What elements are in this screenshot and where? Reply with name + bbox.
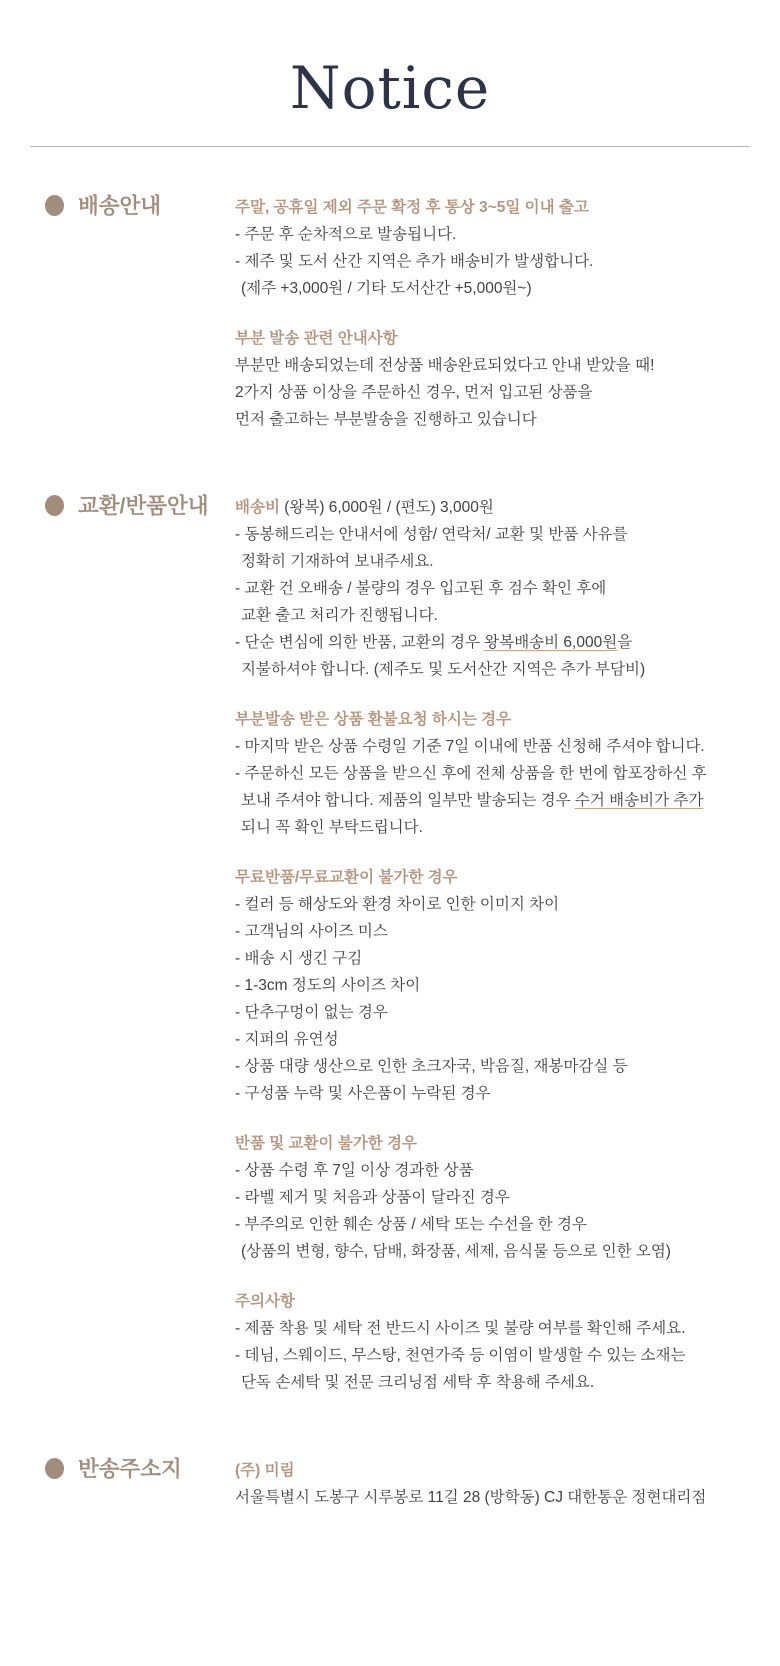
section-label [0,193,235,433]
text-line: 되니 꼭 확인 부탁드립니다. [241,819,423,836]
section-label-text: 교환/반품안내 [77,494,209,518]
text-line: - 동봉해드리는 안내서에 성함/ 연락처/ 교환 및 반품 사유를 [235,526,628,543]
text-line: (상품의 변형, 향수, 담배, 화장품, 세제, 음식물 등으로 인한 오염) [241,1243,671,1260]
text-line: 먼저 출고하는 부분발송을 진행하고 있습니다 [235,411,537,428]
text-line: - 구성품 누락 및 사은품이 누락된 경우 [235,1085,491,1102]
section-label [0,493,235,1396]
bullet-icon [45,195,64,216]
text-line: - 부주의로 인한 훼손 상품 / 세탁 또는 수선을 한 경우 [235,1216,587,1233]
text-line: - 배송 시 생긴 구김 [235,950,363,967]
section-label-text: 배송안내 [77,194,162,218]
spacer [235,1107,780,1130]
subheading: (주) 미림 [235,1462,295,1479]
subheading: 반품 및 교환이 불가한 경우 [235,1135,417,1152]
text-line: - 라벨 제거 및 처음과 상품이 달라진 경우 [235,1189,510,1206]
text-line: - 주문하신 모든 상품을 받으신 후에 전체 상품을 한 번에 합포장하신 후 [235,765,707,782]
text-line: - 단추구멍이 없는 경우 [235,1004,388,1021]
subheading: 부분발송 받은 상품 환불요청 하시는 경우 [235,711,512,728]
page-title: Notice [289,54,491,122]
spacer [235,302,780,325]
notice-section [0,193,780,433]
bullet-icon [45,1458,64,1479]
text-line: 보내 주셔야 합니다. 제품의 일부만 발송되는 경우 수거 배송비가 추가 [241,792,704,809]
text-line: (제주 +3,000원 / 기타 도서산간 +5,000원~) [241,280,532,297]
text-line: 부분만 배송되었는데 전상품 배송완료되었다고 안내 받았을 때! [235,357,655,374]
text-line: - 상품 수령 후 7일 이상 경과한 상품 [235,1162,474,1179]
spacer [235,1265,780,1288]
subheading: 무료반품/무료교환이 불가한 경우 [235,869,458,886]
section-label [0,1456,235,1511]
text-line: 교환 출고 처리가 진행됩니다. [241,607,438,624]
section-content [235,193,780,433]
section-content [235,1456,780,1511]
text-line: 지불하셔야 합니다. (제주도 및 도서산간 지역은 추가 부담비) [241,661,646,678]
text-line: - 컬러 등 해상도와 환경 차이로 인한 이미지 차이 [235,896,560,913]
spacer [235,683,780,706]
text-line: - 데님, 스웨이드, 무스탕, 천연가죽 등 이염이 발생할 수 있는 소재는 [235,1347,686,1364]
divider [30,146,750,147]
text-line: 단독 손세탁 및 전문 크리닝점 세탁 후 착용해 주세요. [241,1374,595,1391]
notice-section [0,493,780,1396]
text-line: - 교환 건 오배송 / 불량의 경우 입고된 후 검수 확인 후에 [235,580,607,597]
text-line: 서울특별시 도봉구 시루봉로 11길 28 (방학동) CJ 대한통운 정현대리점 [235,1489,707,1506]
spacer [235,841,780,864]
text-line: - 고객님의 사이즈 미스 [235,923,388,940]
text-line: - 주문 후 순차적으로 발송됩니다. [235,226,457,243]
text-line: - 지퍼의 유연성 [235,1031,339,1048]
text-line: 2가지 상품 이상을 주문하신 경우, 먼저 입고된 상품을 [235,384,593,401]
text-line: - 마지막 받은 상품 수령일 기준 7일 이내에 반품 신청해 주셔야 합니다. [235,738,705,755]
section-label-text: 반송주소지 [77,1457,182,1481]
text-line: - 제주 및 도서 산간 지역은 추가 배송비가 발생합니다. [235,253,594,270]
bullet-icon [45,495,64,516]
text-line: 배송비 (왕복) 6,000원 / (편도) 3,000원 [235,499,494,516]
text-line: 정확히 기재하여 보내주세요. [241,553,434,570]
subheading: 주의사항 [235,1293,295,1310]
section-content [235,493,780,1396]
sections [0,193,780,1511]
text-line: - 단순 변심에 의한 반품, 교환의 경우 왕복배송비 6,000원을 [235,634,633,651]
text-line: - 제품 착용 및 세탁 전 반드시 사이즈 및 불량 여부를 확인해 주세요. [235,1320,686,1337]
subheading: 주말, 공휴일 제외 주문 확정 후 통상 3~5일 이내 출고 [235,199,589,216]
notice-section [0,1456,780,1511]
text-line: - 상품 대량 생산으로 인한 초크자국, 박음질, 재봉마감실 등 [235,1058,628,1075]
text-line: - 1-3cm 정도의 사이즈 차이 [235,977,421,994]
subheading: 부분 발송 관련 안내사항 [235,330,398,347]
